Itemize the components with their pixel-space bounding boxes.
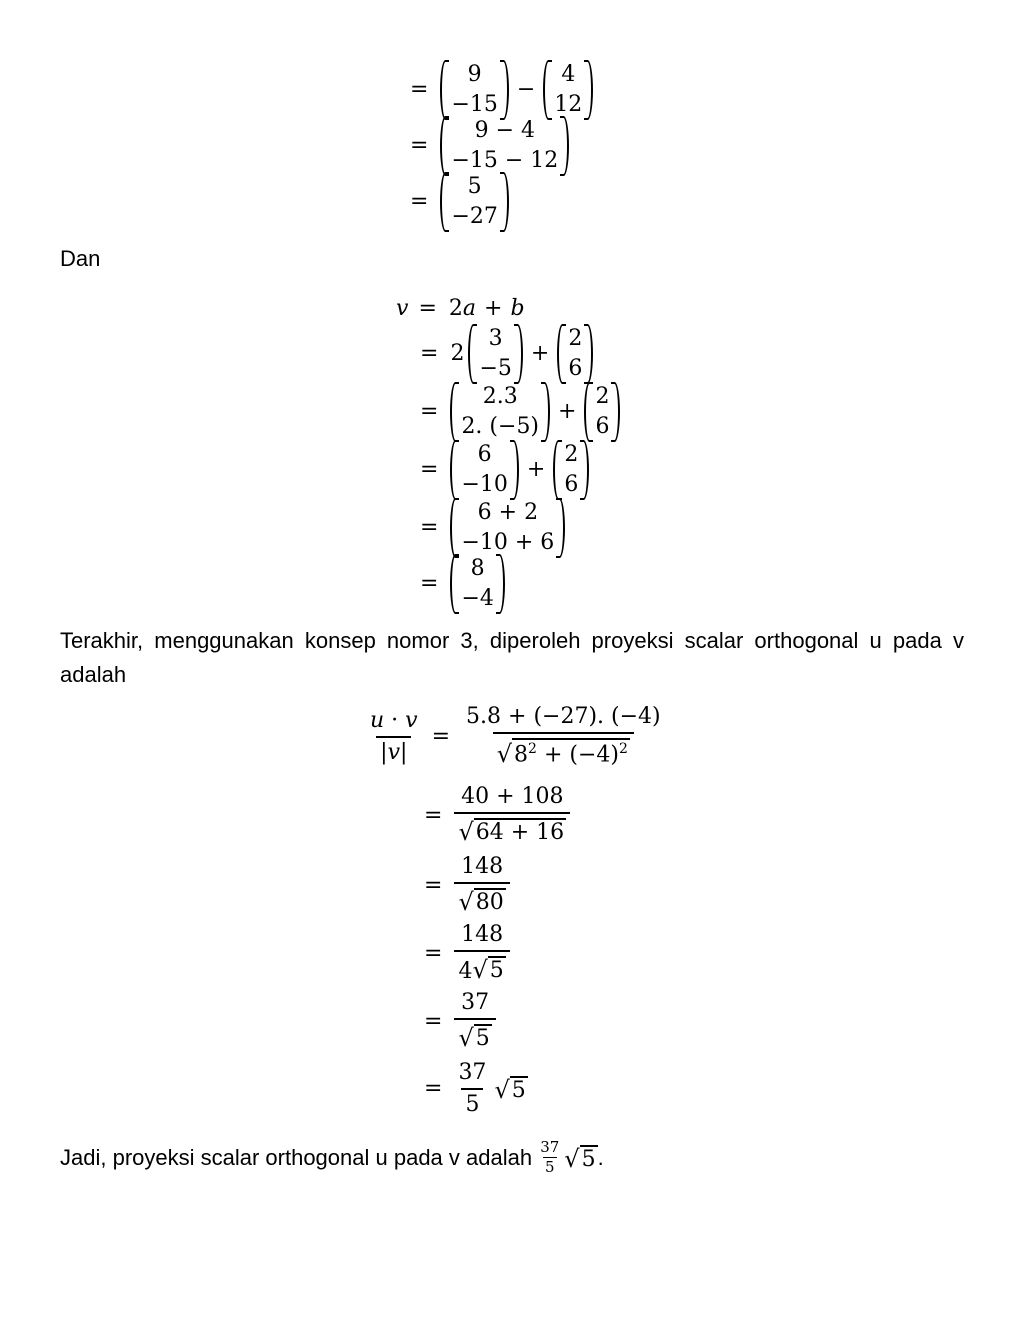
- column-vector: 2.3 2. (−5): [450, 382, 550, 442]
- equation-line: = $\frac{37}{5}$ √ 5: [424, 1060, 526, 1117]
- fraction: 148 √ 80: [454, 856, 509, 915]
- fraction: $\frac{37}{5}$: [540, 1138, 560, 1176]
- equation-line: = 37 √ 5: [424, 992, 496, 1051]
- column-vector: 9 − 4 −15 − 12: [440, 116, 569, 176]
- fraction: $\frac{u \cdot v}{|v|}$: [370, 707, 418, 765]
- dan-label: Dan: [60, 246, 101, 271]
- fraction: 5.8 + (−27). (−4) √ $8^2 + (-4)^2$: [466, 704, 661, 769]
- equation-line: = 148 4 √ 5: [424, 924, 510, 983]
- column-vector: 2 6: [584, 382, 620, 442]
- equation-line: $\frac{u \cdot v}{|v|}$ = 5.8 + (−27). (−4) √ $8^2 + (-4)^2$: [366, 706, 665, 767]
- column-vector: 2 6: [557, 324, 593, 384]
- equation-line: = 8 −4: [420, 554, 505, 614]
- column-vector: 5 −27: [440, 172, 508, 232]
- column-vector: 8 −4: [450, 554, 504, 614]
- column-vector: 3 −5: [468, 324, 522, 384]
- equation-line: v = 2 a + b: [396, 296, 525, 321]
- fraction: $\frac{37}{5}$: [458, 1060, 487, 1117]
- equation-line: = 6 + 2 −10 + 6: [420, 498, 565, 558]
- equation-line: = 148 √ 80: [424, 856, 510, 915]
- fraction: 40 + 108 √ 64 + 16: [454, 786, 570, 845]
- equation-line: = 6 −10 + 2 6: [420, 440, 589, 500]
- equation-line: = 9 −15 − 4 12: [410, 60, 593, 120]
- equation-line: = 40 + 108 √ 64 + 16: [424, 786, 570, 845]
- equation-line: = 9 − 4 −15 − 12: [410, 116, 569, 176]
- column-vector: 2 6: [553, 440, 589, 500]
- equation-line: = 5 −27: [410, 172, 509, 232]
- column-vector: 6 + 2 −10 + 6: [450, 498, 565, 558]
- equation-line: = 2 3 −5 + 2 6: [420, 324, 593, 384]
- fraction: 37 √ 5: [454, 992, 495, 1051]
- column-vector: 4 12: [543, 60, 593, 120]
- column-vector: 9 −15: [440, 60, 508, 120]
- paragraph-text: Terakhir, menggunakan konsep nomor 3, diperoleh proyeksi scalar orthogonal u pada v adalah: [60, 628, 964, 687]
- column-vector: 6 −10: [450, 440, 518, 500]
- conclusion-text: Jadi, proyeksi scalar orthogonal u pada v adalah $\frac{37}{5}$ √ 5 .: [60, 1138, 604, 1176]
- fraction: 148 4 √ 5: [454, 924, 509, 983]
- equation-line: = 2.3 2. (−5) + 2 6: [420, 382, 620, 442]
